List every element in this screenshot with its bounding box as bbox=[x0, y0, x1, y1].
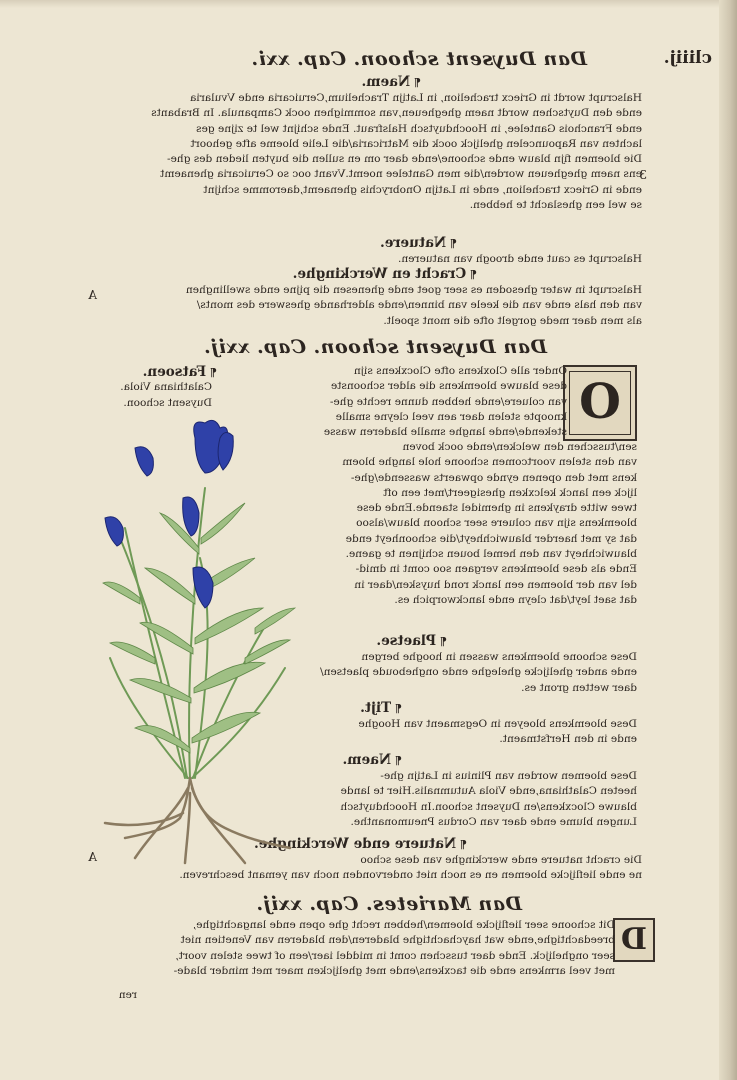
text-line: van coluere/ende hebben dunne rechte ghe- bbox=[329, 395, 567, 408]
margin-note: 3 bbox=[639, 168, 647, 182]
text-line: ende in den Herfstmaent. bbox=[499, 733, 637, 746]
natuere2-heading: ¶ Natuere ende Werckinghe. bbox=[254, 836, 467, 852]
text-line: Dese schoone bloemkens wassen in hooghe bergen bbox=[361, 651, 637, 663]
running-head: Dan Duysent schoon. Cap. xxi. bbox=[251, 48, 587, 70]
text-line: lijck een lanck kelcxken ghesigeert/met een oft bbox=[383, 486, 637, 499]
tijt-paragraph bbox=[359, 717, 637, 748]
pilcrow-icon: ¶ bbox=[206, 366, 217, 379]
pilcrow-icon: ¶ bbox=[410, 76, 421, 89]
text-line: sen/tusschen den welcken/ende oock boven bbox=[402, 441, 637, 453]
text-line: Halscrupt in water ghesoden es seer goet ende ghenesen die pijne ende swellinghen bbox=[185, 284, 642, 296]
text-line: ende ander ghelijcke gheleghe ende ongheboude plaetsen/ bbox=[320, 666, 637, 679]
pilcrow-icon: ¶ bbox=[436, 635, 447, 648]
initial-letter: O bbox=[579, 374, 621, 430]
naem-heading: ¶ Naem. bbox=[361, 74, 421, 90]
text-line: se wel een gheslacht te hebben. bbox=[469, 199, 642, 212]
text-line: van den stelen voortcomen schoone hole langhe bloem bbox=[342, 456, 637, 469]
natuere-paragraph bbox=[398, 252, 642, 267]
text-line: Lungen blume ende daer van Cordus Pneumonanthe. bbox=[350, 815, 637, 828]
figure-mark: A bbox=[88, 850, 97, 864]
pilcrow-icon: ¶ bbox=[446, 237, 457, 250]
next-paragraph bbox=[174, 918, 615, 979]
text-line: dat saet leyt/dat cleyn ende lanckworpich es. bbox=[394, 593, 637, 606]
text-line: ne ende lieflijcke bloemen en es noch niet ondervonden noch van yemant beschreven. bbox=[179, 869, 642, 882]
text-line: bloemkens sijn van coluere seer schoon blauw/alsoo bbox=[356, 517, 637, 530]
text-line: Halscrupt wordt in Griecx trachelion, in Latijn Trachelium,Ceruicaria ende Vvularia bbox=[190, 92, 642, 104]
text-line: met veel armkens ende die tacxkens/ende met ghelijcken maer met minder blade- bbox=[173, 964, 615, 977]
naem2-heading: ¶ Naem. bbox=[342, 752, 402, 768]
fatsoen-paragraph bbox=[287, 364, 567, 440]
text-line: Die cracht natuere ende werckinghe van dese schoo bbox=[360, 854, 642, 866]
text-line: Ende als dese bloemkens vergaen soo comt in dmid- bbox=[355, 563, 637, 576]
text-line: dese blauwe bloemkens die alder schoonste bbox=[330, 380, 567, 393]
text-line: breedachtighe,ende wat haychachtighe bladeren/den bladeren van Venetien niet bbox=[180, 934, 615, 947]
text-line: dat sy met haerder blauwichheyt/die schoonheyt ende bbox=[345, 532, 637, 545]
folio-number: cliiij. bbox=[663, 48, 712, 68]
text-line: kens met den openen eynde opwaerts wassende/ghe- bbox=[350, 471, 637, 484]
plaetse-heading: ¶ Plaetse. bbox=[376, 633, 447, 649]
text-line: heeten Calathiana,ende Viola Autumnalis.Hier te lande bbox=[340, 785, 637, 798]
text-line: blauwichheyt van den hemel bouen schijnen te gaene. bbox=[345, 548, 637, 561]
text-line: Halscrupt es caut ende droogh van natueren. bbox=[398, 253, 642, 265]
pilcrow-icon: ¶ bbox=[391, 702, 402, 715]
plant-label-dutch: Duysent schoon. bbox=[123, 397, 212, 409]
text-line: seer onghelijck. Ende daer tusschen comt in middel iaer/een of twee stelen voort, bbox=[175, 949, 615, 962]
text-line: blauwe Clocxkens/en Duysent schoon.In Hoochduytsch bbox=[340, 800, 637, 813]
initial-letter: D bbox=[621, 922, 648, 957]
text-line: Onder alle Cloxkens ofte Clocxkens sijn bbox=[353, 365, 567, 377]
gentian-plant-illustration bbox=[95, 418, 305, 868]
decorated-initial bbox=[563, 365, 637, 441]
text-line: lachten van Rapouncelen ghelijck oock die Matricaria/die Lelie bloeme afte gehoort bbox=[190, 137, 642, 150]
text-line: daer wetten gront es. bbox=[521, 681, 637, 694]
cracht-paragraph bbox=[186, 283, 642, 329]
text-line: ens naem ghegheuen worden/die men Gantelee noemt.Vvant ooc so Ceruicaria ghenaemt bbox=[160, 168, 642, 181]
text-line: stekende/ende langhe smalle bladeren wasse bbox=[323, 426, 567, 439]
text-line: knoopte stelen daer aen veel cleyne smalle bbox=[335, 410, 567, 423]
text-line: ende Franchois Gantelee, in Hoochduytsch Halsfraut. Ende schijnt wel te zijne ges bbox=[196, 122, 642, 135]
text-line: Dit schoone seer lieflijcke bloemen/hebben recht ghe open ende langachtighe, bbox=[192, 919, 615, 931]
next-chapter-head: Dan Marietes. Cap. xxij. bbox=[256, 893, 522, 915]
pilcrow-icon: ¶ bbox=[391, 754, 402, 767]
cracht-heading: ¶ Cracht en Werckinghe. bbox=[292, 266, 477, 282]
naem-paragraph bbox=[102, 91, 642, 213]
text-line: Dese bloemkens bloeyen in Oegsmaent van Hooghe bbox=[358, 718, 637, 730]
text-line: ende in Griecx trachelion, ende in Latijn Onobrychis ghenaemt,daeromme schijnt bbox=[203, 183, 642, 196]
plant-label-latin: Calathiana Viola. bbox=[120, 381, 212, 393]
naem2-paragraph bbox=[340, 769, 637, 830]
chapter-head: Dan Duysent schoon. Cap. xxij. bbox=[203, 336, 547, 358]
text-line: Dese bloemen worden van Plinius in Latijn ghe- bbox=[380, 770, 637, 782]
natuere-heading: ¶ Natuere. bbox=[380, 235, 457, 251]
tijt-heading: ¶ Tijt. bbox=[360, 700, 402, 716]
plaetse-paragraph bbox=[320, 650, 637, 696]
text-line: van den hals ende van die keele van binnen/ende alderhande gheswere des monts/ bbox=[196, 299, 642, 312]
pilcrow-icon: ¶ bbox=[456, 838, 467, 851]
fatsoen-paragraph-cont bbox=[287, 440, 637, 608]
catchword: ren bbox=[118, 989, 137, 1001]
text-line: Die bloemen fijn blauw ende schoone/ende daer om en sullen die buyten lieden des ghe- bbox=[166, 153, 642, 166]
text-line: als men daer mede gorgelt ofte die mont spoelt. bbox=[383, 314, 642, 327]
fatsoen-heading: ¶ Fatsoen. bbox=[142, 364, 217, 380]
pilcrow-icon: ¶ bbox=[466, 268, 477, 281]
decorated-initial bbox=[613, 918, 655, 962]
margin-note: A bbox=[88, 288, 97, 302]
text-line: twee witte draykens in ghemidel staende.Ende dese bbox=[356, 502, 637, 515]
text-line: del van der bloemen een lanck rond huysken/daer in bbox=[354, 578, 637, 591]
text-line: ende den Duytschen wordt naem ghegheuen,van sommighen oock Campanula. In Brabants bbox=[151, 107, 642, 120]
